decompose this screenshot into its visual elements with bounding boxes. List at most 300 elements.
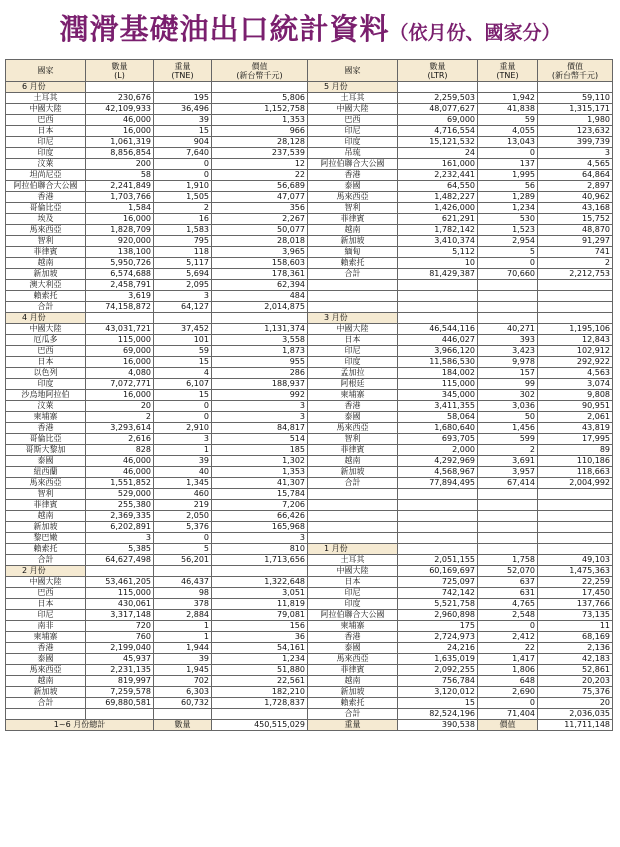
right-value-cell: 3,074 [538, 379, 613, 390]
left-value-cell: 1,353 [212, 115, 308, 126]
left-month-header: 6 月份 [6, 82, 86, 93]
left-weight-cell: 795 [154, 236, 212, 247]
right-value-cell: 20 [538, 698, 613, 709]
left-country-cell: 中國大陸 [6, 104, 86, 115]
right-value-cell: 59,110 [538, 93, 613, 104]
right-blank-cell [538, 500, 613, 511]
left-quantity-cell: 42,109,933 [86, 104, 154, 115]
header-quantity-right: 數量 (LTR) [398, 60, 478, 82]
left-quantity-cell: 2,616 [86, 434, 154, 445]
left-value-cell: 1,322,648 [212, 577, 308, 588]
left-country-cell: 合計 [6, 555, 86, 566]
grand-total-row [6, 720, 613, 731]
right-value-cell: 64,864 [538, 170, 613, 181]
left-month-blank-cell [86, 566, 154, 577]
left-country-cell: 越南 [6, 676, 86, 687]
left-quantity-cell: 58 [86, 170, 154, 181]
table-row [6, 445, 613, 456]
left-quantity-cell: 138,100 [86, 247, 154, 258]
right-month-blank-cell [478, 313, 538, 324]
left-weight-cell: 219 [154, 500, 212, 511]
table-row [6, 148, 613, 159]
left-value-cell: 50,077 [212, 225, 308, 236]
table-row [6, 676, 613, 687]
left-value-cell: 3,965 [212, 247, 308, 258]
right-value-cell: 48,870 [538, 225, 613, 236]
left-month-blank-cell [154, 566, 212, 577]
left-country-cell: 黎巴嫩 [6, 533, 86, 544]
left-quantity-cell: 255,380 [86, 500, 154, 511]
left-quantity-cell: 115,000 [86, 588, 154, 599]
right-weight-cell: 41,838 [478, 104, 538, 115]
right-country-cell: 中國大陸 [308, 324, 398, 335]
right-country-cell: 吊琉 [308, 148, 398, 159]
left-value-cell: 47,077 [212, 192, 308, 203]
right-country-cell: 印尼 [308, 346, 398, 357]
table-row [6, 159, 613, 170]
left-weight-cell: 6,107 [154, 379, 212, 390]
right-month-blank-cell [478, 82, 538, 93]
left-weight-cell: 118 [154, 247, 212, 258]
right-country-cell: 日本 [308, 335, 398, 346]
right-quantity-cell: 82,524,196 [398, 709, 478, 720]
left-weight-cell: 60,732 [154, 698, 212, 709]
left-quantity-cell: 720 [86, 621, 154, 632]
left-quantity-cell: 430,061 [86, 599, 154, 610]
left-quantity-cell: 2,369,335 [86, 511, 154, 522]
right-value-cell: 2,004,992 [538, 478, 613, 489]
right-blank-cell [478, 533, 538, 544]
left-weight-cell: 59 [154, 346, 212, 357]
right-quantity-cell: 10 [398, 258, 478, 269]
right-weight-cell: 1,995 [478, 170, 538, 181]
right-quantity-cell: 64,550 [398, 181, 478, 192]
table-row [6, 610, 613, 621]
left-weight-cell: 2,050 [154, 511, 212, 522]
right-country-cell: 越南 [308, 456, 398, 467]
right-quantity-cell: 69,000 [398, 115, 478, 126]
left-weight-cell: 0 [154, 170, 212, 181]
table-row [6, 522, 613, 533]
left-value-cell: 182,210 [212, 687, 308, 698]
left-value-cell: 3 [212, 412, 308, 423]
left-value-cell: 286 [212, 368, 308, 379]
left-country-cell: 印尼 [6, 137, 86, 148]
left-country-cell: 柬埔寨 [6, 412, 86, 423]
left-country-cell: 中國大陸 [6, 577, 86, 588]
right-value-cell: 110,186 [538, 456, 613, 467]
right-country-cell: 泰國 [308, 181, 398, 192]
right-weight-cell: 56 [478, 181, 538, 192]
right-month-blank-cell [398, 313, 478, 324]
table-row [6, 368, 613, 379]
table-row [6, 390, 613, 401]
left-country-cell: 新加坡 [6, 522, 86, 533]
table-row [6, 566, 613, 577]
left-value-cell: 1,353 [212, 467, 308, 478]
left-value-cell: 11,819 [212, 599, 308, 610]
left-weight-cell: 15 [154, 357, 212, 368]
right-country-cell: 馬來西亞 [308, 654, 398, 665]
right-value-cell: 17,450 [538, 588, 613, 599]
right-value-cell: 90,951 [538, 401, 613, 412]
left-value-cell: 15,784 [212, 489, 308, 500]
right-blank-cell [478, 280, 538, 291]
right-quantity-cell: 3,410,374 [398, 236, 478, 247]
left-value-cell: 3 [212, 401, 308, 412]
right-country-cell: 智利 [308, 434, 398, 445]
table-row [6, 577, 613, 588]
header-country-right: 國家 [308, 60, 398, 82]
left-month-header: 2 月份 [6, 566, 86, 577]
table-row [6, 302, 613, 313]
left-weight-cell: 5 [154, 544, 212, 555]
left-weight-cell: 15 [154, 126, 212, 137]
left-value-cell: 36 [212, 632, 308, 643]
right-quantity-cell: 2,724,973 [398, 632, 478, 643]
left-country-cell: 賴索托 [6, 544, 86, 555]
right-blank-cell [538, 511, 613, 522]
left-country-cell: 智利 [6, 489, 86, 500]
left-quantity-cell: 16,000 [86, 357, 154, 368]
right-quantity-cell: 1,426,000 [398, 203, 478, 214]
right-quantity-cell: 5,521,758 [398, 599, 478, 610]
left-country-cell: 日本 [6, 357, 86, 368]
left-quantity-cell: 5,385 [86, 544, 154, 555]
left-country-cell: 新加坡 [6, 269, 86, 280]
table-row [6, 555, 613, 566]
right-value-cell: 2,136 [538, 643, 613, 654]
right-blank-cell [478, 291, 538, 302]
left-value-cell: 1,713,656 [212, 555, 308, 566]
left-weight-cell: 5,694 [154, 269, 212, 280]
right-value-cell: 20,203 [538, 676, 613, 687]
left-quantity-cell: 43,031,721 [86, 324, 154, 335]
right-month-header: 3 月份 [308, 313, 398, 324]
right-value-cell: 42,183 [538, 654, 613, 665]
title-subtitle: （依月份、國家分） [389, 22, 561, 44]
right-quantity-cell: 2,092,255 [398, 665, 478, 676]
left-weight-cell: 5,117 [154, 258, 212, 269]
right-country-cell: 中國大陸 [308, 566, 398, 577]
right-quantity-cell: 48,077,627 [398, 104, 478, 115]
right-weight-cell: 3,036 [478, 401, 538, 412]
right-quantity-cell: 621,291 [398, 214, 478, 225]
table-row [6, 269, 613, 280]
left-value-cell: 1,152,758 [212, 104, 308, 115]
right-weight-cell: 631 [478, 588, 538, 599]
right-value-cell: 43,819 [538, 423, 613, 434]
right-quantity-cell: 3,966,120 [398, 346, 478, 357]
table-row [6, 126, 613, 137]
right-weight-cell: 4,055 [478, 126, 538, 137]
right-blank-cell [308, 511, 398, 522]
left-weight-cell: 3 [154, 291, 212, 302]
table-body [6, 82, 613, 720]
right-quantity-cell: 693,705 [398, 434, 478, 445]
right-weight-cell: 5 [478, 247, 538, 258]
left-country-cell: 越南 [6, 258, 86, 269]
right-value-cell: 22,259 [538, 577, 613, 588]
left-weight-cell: 2,910 [154, 423, 212, 434]
right-blank-cell [398, 533, 478, 544]
left-weight-cell: 0 [154, 159, 212, 170]
left-quantity-cell: 230,676 [86, 93, 154, 104]
left-weight-cell: 1,505 [154, 192, 212, 203]
left-quantity-cell: 20 [86, 401, 154, 412]
left-country-cell: 泰國 [6, 654, 86, 665]
left-country-cell: 沙烏地阿拉伯 [6, 390, 86, 401]
left-quantity-cell: 46,000 [86, 467, 154, 478]
right-weight-cell: 0 [478, 258, 538, 269]
right-country-cell: 合計 [308, 269, 398, 280]
left-month-blank-cell [212, 313, 308, 324]
right-weight-cell: 2 [478, 445, 538, 456]
right-blank-cell [308, 302, 398, 313]
left-country-cell: 阿拉伯聯合大公國 [6, 181, 86, 192]
right-blank-cell [538, 522, 613, 533]
left-quantity-cell: 3 [86, 533, 154, 544]
right-country-cell: 印度 [308, 599, 398, 610]
table-row [6, 599, 613, 610]
right-quantity-cell: 2,259,503 [398, 93, 478, 104]
right-country-cell: 賴索托 [308, 698, 398, 709]
right-quantity-cell: 81,429,387 [398, 269, 478, 280]
left-value-cell: 156 [212, 621, 308, 632]
left-quantity-cell: 1,551,852 [86, 478, 154, 489]
left-value-cell: 1,873 [212, 346, 308, 357]
left-month-blank-cell [86, 82, 154, 93]
right-value-cell: 91,297 [538, 236, 613, 247]
left-quantity-cell: 46,000 [86, 456, 154, 467]
grand-total-label: 1~6 月份總計 [6, 720, 154, 731]
left-value-cell: 62,394 [212, 280, 308, 291]
left-value-cell: 84,817 [212, 423, 308, 434]
right-blank-cell [538, 533, 613, 544]
left-value-cell: 1,302 [212, 456, 308, 467]
left-value-cell: 158,603 [212, 258, 308, 269]
right-blank-cell [398, 489, 478, 500]
table-row [6, 423, 613, 434]
table-row [6, 93, 613, 104]
right-quantity-cell: 756,784 [398, 676, 478, 687]
left-country-cell: 馬來西亞 [6, 665, 86, 676]
table-row [6, 412, 613, 423]
right-quantity-cell: 2,232,441 [398, 170, 478, 181]
right-country-cell: 柬埔寨 [308, 621, 398, 632]
left-month-blank-cell [154, 313, 212, 324]
left-value-cell: 3,558 [212, 335, 308, 346]
right-quantity-cell: 46,544,116 [398, 324, 478, 335]
table-row [6, 588, 613, 599]
right-value-cell: 15,752 [538, 214, 613, 225]
right-value-cell: 52,861 [538, 665, 613, 676]
right-weight-cell: 50 [478, 412, 538, 423]
left-country-cell: 菲律賓 [6, 500, 86, 511]
right-value-cell: 102,912 [538, 346, 613, 357]
left-weight-cell: 2,095 [154, 280, 212, 291]
right-blank-cell [478, 511, 538, 522]
right-country-cell: 菲律賓 [308, 445, 398, 456]
left-quantity-cell: 3,619 [86, 291, 154, 302]
right-country-cell: 合計 [308, 478, 398, 489]
right-quantity-cell: 3,120,012 [398, 687, 478, 698]
left-value-cell: 2,014,875 [212, 302, 308, 313]
left-quantity-cell: 200 [86, 159, 154, 170]
left-quantity-cell: 6,574,688 [86, 269, 154, 280]
table-row [6, 467, 613, 478]
table-row [6, 357, 613, 368]
right-country-cell: 越南 [308, 225, 398, 236]
left-quantity-cell: 69,000 [86, 346, 154, 357]
right-weight-cell: 1,758 [478, 555, 538, 566]
left-weight-cell: 0 [154, 412, 212, 423]
left-month-header: 4 月份 [6, 313, 86, 324]
right-country-cell: 阿拉伯聯合大公國 [308, 610, 398, 621]
right-blank-cell [398, 280, 478, 291]
table-row [6, 709, 613, 720]
right-value-cell: 1,195,106 [538, 324, 613, 335]
left-value-cell: 188,937 [212, 379, 308, 390]
table-row [6, 170, 613, 181]
table-row [6, 643, 613, 654]
right-country-cell: 香港 [308, 170, 398, 181]
left-quantity-cell: 8,856,854 [86, 148, 154, 159]
right-value-cell: 2,036,035 [538, 709, 613, 720]
left-country-cell: 坦尚尼亞 [6, 170, 86, 181]
left-quantity-cell: 5,950,726 [86, 258, 154, 269]
right-value-cell: 9,808 [538, 390, 613, 401]
left-blank-cell [212, 709, 308, 720]
left-value-cell: 955 [212, 357, 308, 368]
left-value-cell: 2,267 [212, 214, 308, 225]
right-value-cell: 4,565 [538, 159, 613, 170]
left-quantity-cell: 1,828,709 [86, 225, 154, 236]
table-row [6, 192, 613, 203]
table-row [6, 401, 613, 412]
header-country: 國家 [6, 60, 86, 82]
right-blank-cell [308, 533, 398, 544]
right-country-cell: 巴西 [308, 115, 398, 126]
left-country-cell: 馬來西亞 [6, 478, 86, 489]
right-blank-cell [398, 291, 478, 302]
right-weight-cell: 302 [478, 390, 538, 401]
left-quantity-cell: 1,061,319 [86, 137, 154, 148]
left-quantity-cell: 7,072,771 [86, 379, 154, 390]
left-weight-cell: 15 [154, 390, 212, 401]
right-weight-cell: 59 [478, 115, 538, 126]
table-row [6, 511, 613, 522]
left-value-cell: 56,689 [212, 181, 308, 192]
left-value-cell: 992 [212, 390, 308, 401]
left-country-cell: 合計 [6, 698, 86, 709]
left-value-cell: 3,051 [212, 588, 308, 599]
right-weight-cell: 599 [478, 434, 538, 445]
header-quantity: 數量 (L) [86, 60, 154, 82]
left-country-cell: 南非 [6, 621, 86, 632]
left-country-cell: 哥斯大黎加 [6, 445, 86, 456]
right-weight-cell: 648 [478, 676, 538, 687]
left-quantity-cell: 760 [86, 632, 154, 643]
right-blank-cell [308, 280, 398, 291]
left-month-blank-cell [86, 313, 154, 324]
right-quantity-cell: 2,960,898 [398, 610, 478, 621]
left-month-blank-cell [212, 82, 308, 93]
left-country-cell: 賴索托 [6, 291, 86, 302]
right-weight-cell: 637 [478, 577, 538, 588]
right-country-cell: 香港 [308, 401, 398, 412]
left-quantity-cell: 2 [86, 412, 154, 423]
table-row [6, 489, 613, 500]
table-row [6, 434, 613, 445]
right-weight-cell: 22 [478, 643, 538, 654]
left-quantity-cell: 69,880,581 [86, 698, 154, 709]
right-weight-cell: 70,660 [478, 269, 538, 280]
left-country-cell: 越南 [6, 511, 86, 522]
table-row [6, 632, 613, 643]
left-country-cell: 日本 [6, 126, 86, 137]
left-quantity-cell: 1,584 [86, 203, 154, 214]
right-weight-cell: 71,404 [478, 709, 538, 720]
left-value-cell: 79,081 [212, 610, 308, 621]
left-country-cell: 合計 [6, 302, 86, 313]
left-weight-cell: 1 [154, 445, 212, 456]
right-quantity-cell: 175 [398, 621, 478, 632]
left-country-cell: 馬來西亞 [6, 225, 86, 236]
right-weight-cell: 99 [478, 379, 538, 390]
left-quantity-cell: 4,080 [86, 368, 154, 379]
right-weight-cell: 3,423 [478, 346, 538, 357]
right-blank-cell [308, 291, 398, 302]
table-row [6, 533, 613, 544]
left-country-cell: 汶萊 [6, 401, 86, 412]
right-quantity-cell: 24 [398, 148, 478, 159]
left-weight-cell: 378 [154, 599, 212, 610]
right-value-cell: 123,632 [538, 126, 613, 137]
right-value-cell: 2,061 [538, 412, 613, 423]
right-value-cell: 137,766 [538, 599, 613, 610]
table-row [6, 500, 613, 511]
right-weight-cell: 1,417 [478, 654, 538, 665]
left-country-cell: 香港 [6, 643, 86, 654]
table-row [6, 115, 613, 126]
left-quantity-cell: 74,158,872 [86, 302, 154, 313]
table-row [6, 247, 613, 258]
table-row [6, 280, 613, 291]
right-value-cell: 741 [538, 247, 613, 258]
left-country-cell: 土耳其 [6, 93, 86, 104]
right-weight-cell: 0 [478, 621, 538, 632]
left-weight-cell: 0 [154, 401, 212, 412]
table-row [6, 313, 613, 324]
left-value-cell: 810 [212, 544, 308, 555]
right-country-cell: 緬甸 [308, 247, 398, 258]
left-country-cell: 印度 [6, 379, 86, 390]
left-country-cell: 印尼 [6, 610, 86, 621]
right-blank-cell [538, 280, 613, 291]
left-quantity-cell: 2,199,040 [86, 643, 154, 654]
right-quantity-cell: 345,000 [398, 390, 478, 401]
right-quantity-cell: 725,097 [398, 577, 478, 588]
left-weight-cell: 1,944 [154, 643, 212, 654]
left-value-cell: 12 [212, 159, 308, 170]
right-weight-cell: 1,806 [478, 665, 538, 676]
right-weight-cell: 2,690 [478, 687, 538, 698]
right-country-cell: 越南 [308, 676, 398, 687]
right-country-cell: 香港 [308, 632, 398, 643]
left-weight-cell: 6,303 [154, 687, 212, 698]
right-value-cell: 292,922 [538, 357, 613, 368]
